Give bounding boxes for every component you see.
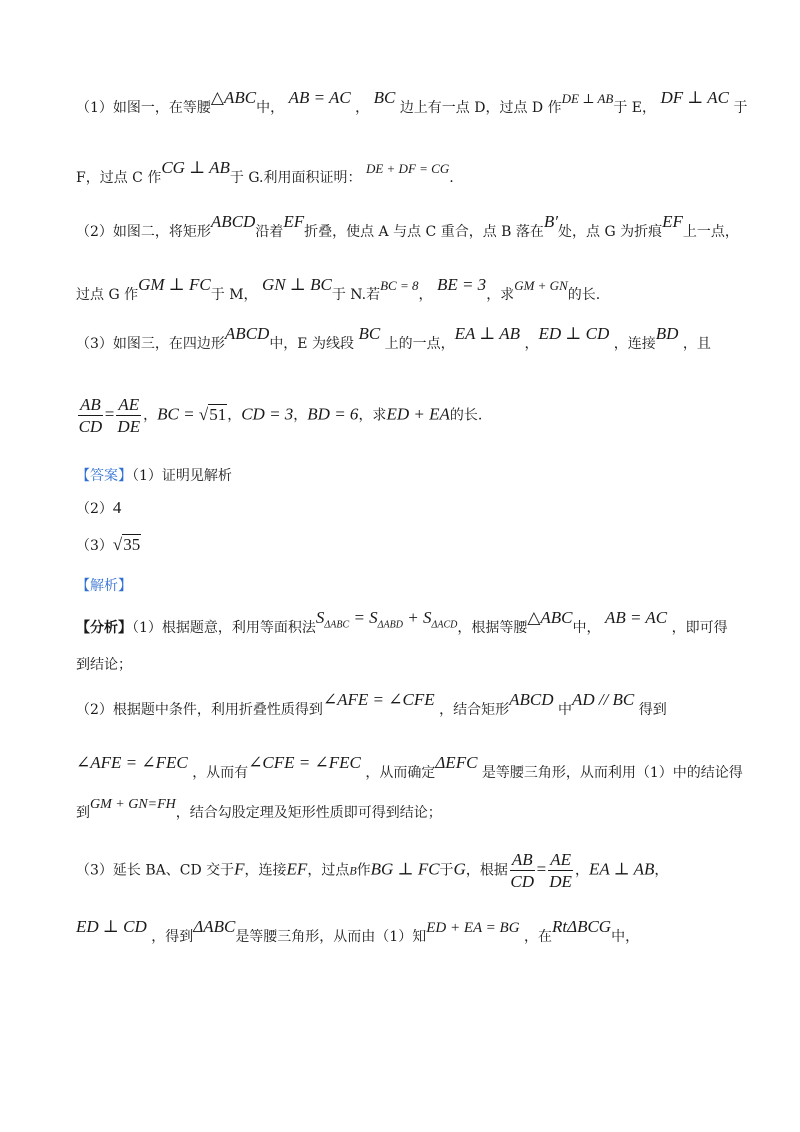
q3-math-abcd: ABCD [224, 324, 270, 343]
area-eq: = S [349, 608, 378, 627]
q3-frac-denominator: DE [117, 417, 141, 436]
q1-text: 中， [256, 100, 285, 116]
frac-denominator: DE [549, 872, 572, 891]
q1-line2 [76, 158, 454, 186]
answer-3-sqrt: √35 [112, 535, 141, 554]
analysis-math: BG ⊥ FC [370, 859, 440, 879]
analysis-math: G [453, 859, 466, 879]
q1-text: 于 [733, 100, 748, 116]
analysis-text: （2）根据题中条件，利用折叠性质得到 [76, 702, 323, 718]
q3-text: ， [227, 407, 242, 424]
fenxi-tag: 【分析】 [76, 620, 132, 636]
q2-math-b-prime: B′ [543, 212, 559, 231]
q2-math-be-eq-3: BE = 3 [436, 275, 487, 294]
answer-3-line [76, 536, 141, 553]
q2-text: ，求 [486, 287, 515, 303]
analysis-math: B [349, 863, 357, 878]
analysis-s3-line2 [76, 917, 640, 945]
analysis-text: ， [574, 862, 589, 879]
q1-text: . [449, 170, 454, 186]
analysis-text: 作 [356, 862, 371, 879]
area-subscript: ΔACD [431, 619, 458, 631]
analysis-tag: 【解析】 [76, 578, 132, 594]
q2-math-gm-perp-fc: GM ⊥ FC [138, 275, 211, 294]
q3-radicand: 51 [209, 404, 227, 424]
q3-line2 [76, 396, 482, 435]
analysis-text: 到 [76, 805, 90, 821]
q3-line1 [76, 324, 711, 352]
q2-math-ef: EF [662, 212, 683, 231]
analysis-math: AD // BC [571, 690, 635, 709]
analysis-s1-line1 [76, 608, 728, 639]
q3-text: ， [143, 407, 158, 424]
analysis-tag-line [76, 579, 132, 593]
q2-math-ef: EF [283, 212, 305, 231]
analysis-s2-line2 [76, 753, 743, 781]
answer-tag: 【答案】 [76, 468, 132, 484]
analysis-math: ABCD [509, 690, 554, 709]
q2-text: 于 N.若 [331, 287, 381, 303]
q2-text: 处，点 G 为折痕 [558, 224, 663, 240]
q3-math-bc: BC [358, 324, 381, 343]
analysis-text: ，根据 [465, 862, 508, 879]
q2-line1 [76, 212, 739, 240]
analysis-text: 得到 [638, 702, 667, 718]
q2-line2 [76, 275, 601, 303]
answer-2-value: 4 [112, 498, 122, 517]
q2-text: 过点 G 作 [76, 287, 139, 303]
answer-1: （1）证明见解析 [132, 468, 232, 484]
analysis-math: EF [286, 859, 308, 879]
analysis-text: ，从而确定 [365, 765, 436, 781]
analysis-text: ，结合矩形 [439, 702, 510, 718]
q2-text: （2）如图二，将矩形 [76, 224, 211, 240]
q1-text: F，过点 C 作 [76, 170, 162, 186]
q3-math-cd-eq-3: CD = 3 [241, 404, 294, 424]
q1-text: 于 E， [613, 100, 656, 116]
q3-text: 的长. [449, 407, 483, 424]
analysis-text: ，结合勾股定理及矩形性质即可得到结论； [175, 805, 442, 821]
analysis-equals: = [536, 859, 547, 879]
analysis-math: GM + GN=FH [90, 797, 176, 812]
frac-denominator: CD [510, 872, 535, 891]
analysis-text: 中， [611, 929, 640, 945]
analysis-math: ED + EA = BG [426, 920, 520, 936]
analysis-math: ΔEFC [435, 753, 478, 772]
analysis-math: ∠AFE = ∠FEC [76, 753, 188, 772]
q3-math-bd-eq-6: BD = 6 [307, 404, 359, 424]
frac-numerator: AB [511, 850, 533, 869]
q3-math-ed-perp-cd: ED ⊥ CD [538, 324, 610, 343]
analysis-text: （1）根据题意，利用等面积法 [132, 620, 316, 636]
q1-text: ， [355, 100, 370, 116]
analysis-math: F [234, 859, 245, 879]
q3-text: 中，E 为线段 [269, 336, 354, 352]
area-subscript: ΔABD [377, 619, 403, 631]
q3-text: ，连接 [613, 336, 656, 352]
q3-text: ， [293, 407, 308, 424]
analysis-s1-line2 [76, 658, 132, 672]
analysis-text: ，在 [523, 929, 552, 945]
q2-text: 折叠，使点 A 与点 C 重合，点 B 落在 [304, 224, 544, 240]
analysis-text: ，连接 [244, 862, 287, 879]
q2-math-abcd: ABCD [210, 212, 256, 231]
q2-math-gn-perp-bc: GN ⊥ BC [262, 275, 332, 294]
analysis-math: AB = AC [604, 608, 668, 627]
q2-text: 沿着 [255, 224, 284, 240]
q1-text: 于 G.利用面积证明： [229, 170, 362, 186]
q2-text: 于 M， [210, 287, 258, 303]
answer-line [76, 469, 232, 483]
q3-frac-denominator: CD [78, 417, 103, 436]
analysis-text: ， [654, 862, 669, 879]
q1-line1 [76, 88, 748, 116]
q3-math-ea-perp-ab: EA ⊥ AB [454, 324, 521, 343]
q3-math-bd: BD [655, 324, 679, 343]
analysis-math: △ABC [527, 608, 573, 627]
answer-3-label: （3） [76, 538, 113, 554]
analysis-text: （3）延长 BA、CD 交于 [76, 862, 235, 879]
analysis-fraction-ae-de [548, 851, 573, 890]
q1-math-df-perp-ac: DF ⊥ AC [660, 88, 730, 107]
analysis-text: ，根据等腰 [457, 620, 528, 636]
q3-text: （3）如图三，在四边形 [76, 336, 225, 352]
analysis-s1-area-formula [315, 608, 458, 631]
q3-math-ed-plus-ea: ED + EA [386, 404, 450, 424]
q3-text: ，且 [682, 336, 711, 352]
q3-equals: = [104, 404, 115, 424]
analysis-math: ∠AFE = ∠CFE [322, 690, 435, 709]
q1-math-bc: BC [373, 88, 396, 107]
q1-text: （1）如图一，在等腰 [76, 100, 211, 116]
analysis-math: ED ⊥ CD [76, 917, 147, 936]
analysis-s2-line3 [76, 797, 442, 821]
answer-3-radicand: 35 [123, 535, 141, 554]
q3-fraction-ae-de [116, 396, 141, 435]
analysis-text: ，从而有 [192, 765, 249, 781]
q1-math-cg-perp-ab: CG ⊥ AB [161, 158, 230, 177]
analysis-text: 中 [557, 702, 572, 718]
q1-math-ab-eq-ac: AB = AC [288, 88, 351, 107]
q1-math-de-df-cg: DE + DF = CG [365, 161, 450, 176]
q3-frac-numerator: AB [80, 395, 101, 414]
analysis-text: ，过点 [307, 862, 350, 879]
analysis-text: 到结论； [76, 657, 132, 673]
q2-text: 的长. [567, 287, 601, 303]
analysis-text: 于 [439, 862, 454, 879]
q3-text: ，求 [358, 407, 387, 424]
analysis-s3-line1 [76, 851, 668, 890]
q3-fraction-ab-cd [78, 396, 103, 435]
analysis-math: RtΔBCG [551, 917, 612, 936]
q1-text: 边上有一点 D，过点 D 作 [399, 100, 562, 116]
area-symbol: S [315, 608, 325, 627]
analysis-math: ΔABC [193, 917, 236, 936]
answer-2-line [76, 499, 121, 516]
q2-math-gm-plus-gn: GM + GN [514, 278, 568, 293]
analysis-math: EA ⊥ AB [588, 859, 655, 879]
answer-2-label: （2） [76, 501, 113, 517]
q2-math-bc-eq-8: BC = 8 [380, 278, 419, 293]
analysis-math: ∠CFE = ∠FEC [248, 753, 361, 772]
q2-text: 上一点， [682, 224, 739, 240]
analysis-text: ，即可得 [671, 620, 728, 636]
q3-frac-numerator: AE [118, 395, 140, 414]
analysis-s2-line1 [76, 690, 667, 718]
analysis-text: ，得到 [151, 929, 194, 945]
analysis-text: 中， [572, 620, 601, 636]
q3-math-sqrt-51: √51 [198, 404, 227, 424]
area-subscript: ΔABC [324, 619, 350, 631]
frac-numerator: AE [550, 850, 571, 869]
analysis-fraction-ab-cd [510, 851, 535, 890]
q3-text: 上的一点， [384, 336, 455, 352]
q1-math-de-perp-ab: DE ⊥ AB [561, 91, 614, 106]
analysis-text: 是等腰三角形，从而由（1）知 [235, 929, 427, 945]
analysis-text: 是等腰三角形，从而利用（1）中的结论得 [481, 765, 743, 781]
q2-text: ， [418, 287, 433, 303]
area-plus: + S [402, 608, 432, 627]
q3-text: ， [524, 336, 539, 352]
q1-math-triangle: △ABC [210, 88, 257, 107]
q3-math-bc-eq: BC = [157, 404, 199, 424]
